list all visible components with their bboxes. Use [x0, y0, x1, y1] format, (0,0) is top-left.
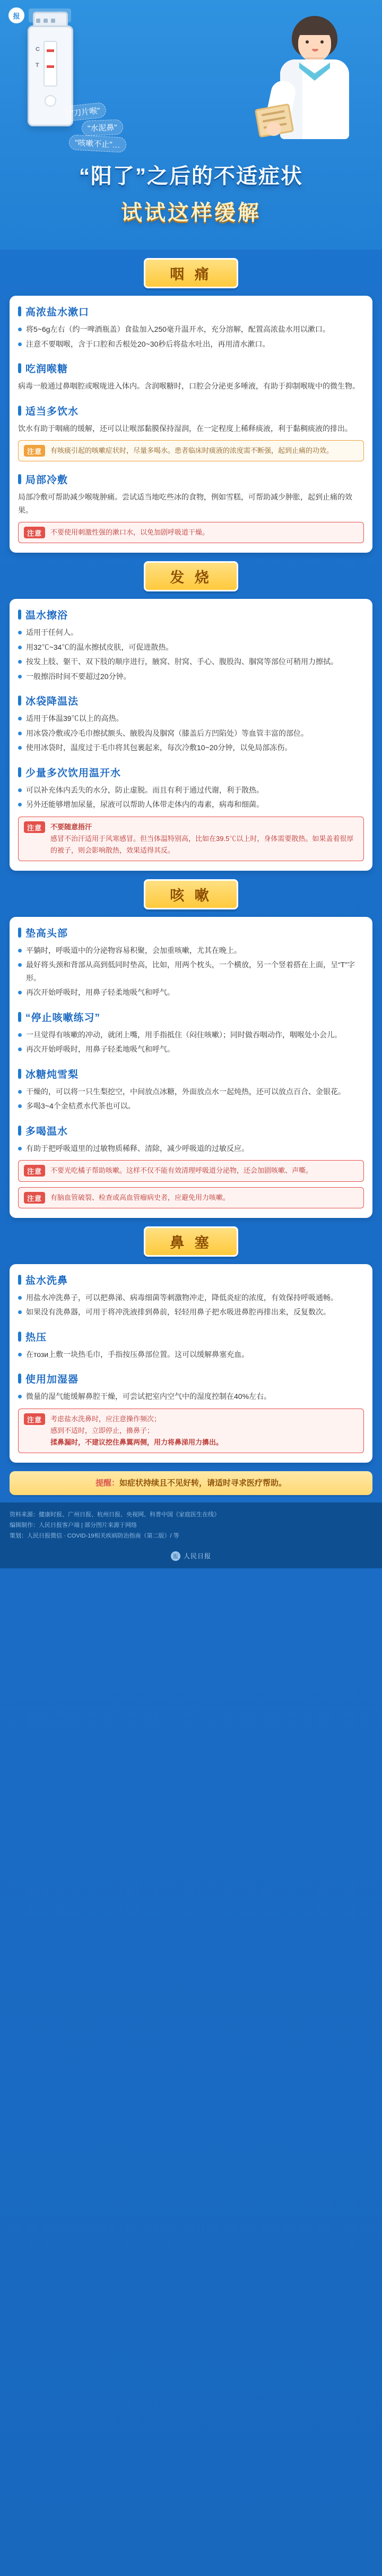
- bullet-text: 将5~6g左右（约一啤酒瓶盖）食盐加入250毫升温开水，充分溶解，配置高浓盐水用以漱口。: [26, 325, 330, 333]
- bullet-dot: [18, 1353, 22, 1356]
- heading-bar: [18, 767, 21, 777]
- item-paragraph: 饮水有助于咽痛的缓解，还可以让喉部黏膜保持湿润，在一定程度上稀释痰液，利于黏稠痰液的排出。: [18, 424, 352, 433]
- item-saline-rinse: [18, 1273, 364, 1319]
- item-cold-compress: [18, 472, 364, 543]
- bullet-text: 平躺时，呼吸道中的分泌物容易积聚，会加重咳嗽，尤其在晚上。: [26, 946, 241, 955]
- credits-block: [0, 1502, 382, 1545]
- item-paragraph: 病毒一般通过鼻咽腔或喉咙进入体内。含润喉糖时，口腔会分泌更多唾液，有助于抑制喉咙中的微生物。: [18, 382, 360, 390]
- bullet-dot: [18, 1296, 22, 1300]
- bullet-text: 按发上肢、躯干、双下肢的顺序进行，腋窝、肘窝、手心、腹股沟、腘窝等部位可稍用力擦拭。: [26, 657, 338, 666]
- bullet-dot: [18, 732, 22, 735]
- bullet-dot: [18, 1395, 22, 1398]
- bullet-text: 多喝3~4个金桔煮水代茶也可以。: [26, 1102, 135, 1111]
- note-callout-warning: [18, 1409, 364, 1453]
- item-drink-water: [18, 403, 364, 462]
- heading-bar: [18, 695, 21, 706]
- bullet-text: 另外还能够增加尿量，尿液可以帮助人体带走体内的毒素，病毒和细菌。: [26, 800, 264, 809]
- item-salt-gargle: [18, 304, 364, 350]
- card-fever: [10, 599, 372, 871]
- bullet-text: 再次开始呼吸时，用鼻子轻柔地吸气和呼气。: [26, 988, 175, 997]
- bullet-dot: [18, 991, 22, 994]
- bullet-dot: [18, 963, 22, 967]
- bullet-text: 干燥的，可以将一只生梨挖空，中间放点冰糖，外面放点水一起炖热，还可以放点百合、金银花。: [26, 1087, 345, 1096]
- bullet-text: 有助于把呼吸道里的过敏物质稀释、清除，减少呼吸道的过敏反应。: [26, 1144, 249, 1153]
- note-tag: 注意: [24, 1192, 45, 1204]
- section-title-cough: 咳 嗽: [144, 879, 238, 909]
- note-text: 不要使用刺激性强的漱口水，以免加剧呼吸道干燥。: [50, 528, 210, 537]
- item-rock-sugar-pear: [18, 1067, 364, 1113]
- bullet-text: 如果没有洗鼻器，可用于将冲洗液排到鼻前，轻轻用鼻子把水吸进鼻腔再排出来，反复数次。: [26, 1308, 331, 1317]
- note-text: 揉鼻漏时，不建议挖住鼻翼两侧，用力将鼻涕用力擤出。: [50, 1438, 223, 1446]
- item-warm-compress: [18, 1329, 364, 1361]
- bullet-text: 用32℃~34℃的温水擦拭皮肤，可促进散热。: [26, 642, 173, 651]
- credit-line-1: 资料来源：健康时报、广州日报、杭州日报、央视网、科普中国《家庭医生在线》: [10, 1512, 220, 1518]
- bullet-text: 微量的湿气能缓解鼻腔干燥，可尝试把室内空气中的湿度控制在40%左右。: [26, 1392, 272, 1401]
- heading-bar: [18, 1012, 21, 1022]
- people-daily-logo-icon: 报: [8, 7, 24, 23]
- test-kit-label-t: T: [36, 62, 39, 68]
- bullet-text: 最好将头颈和背部从高到低同时垫高，比如，用两个枕头，一个横放，另一个竖着搭在上面，呈“T”字形。: [26, 960, 355, 982]
- item-warm-sponge-bath: [18, 607, 364, 683]
- section-title-throat: 咽 痛: [144, 258, 238, 288]
- bullet-text: 一旦觉得有咳嗽的冲动，就闭上嘴，用手指抵住（闷住咳嗽）；同时做吞咽动作，咽喉处小会儿。: [26, 1030, 342, 1039]
- bullet-dot: [18, 631, 22, 634]
- bullet-text: 使用冰袋时，温度过于毛巾将其包裹起来，每次冷敷10~20分钟，以免局部冻伤。: [26, 743, 292, 752]
- note-tag: 注意: [24, 527, 45, 538]
- bullet-text: 用盐水冲洗鼻子，可以把鼻涕、病毒细菌等刺激物冲走，降低炎症的浓度，有效保持呼吸通畅。: [26, 1293, 338, 1302]
- bullet-text: 用冰袋冷敷或冷毛巾擦拭额头、腋股沟及腘窝（膝盖后方凹陷处）等血管丰富的部位。: [26, 728, 308, 737]
- note-callout-warning-2: [18, 1187, 364, 1208]
- tip-flag: 提醒：: [95, 1478, 119, 1488]
- card-nose: [10, 1264, 372, 1463]
- bullet-dot: [18, 803, 22, 806]
- item-drink-warm-water: [18, 1123, 364, 1208]
- bullet-dot: [18, 1033, 22, 1037]
- heading-bar: [18, 1275, 21, 1285]
- heading-bar: [18, 609, 21, 620]
- bullet-dot: [18, 646, 22, 649]
- test-kit-window: [44, 41, 57, 87]
- speech-bubble-3: "咳嗽不止"…: [68, 134, 126, 153]
- heading-bar: [18, 406, 21, 416]
- card-cough: [10, 917, 372, 1218]
- header-banner: [0, 0, 382, 250]
- item-ice-pack: [18, 693, 364, 754]
- bullet-dot: [18, 717, 22, 720]
- note-text: 不要光吃橘子帮助咳嗽。这样不仅不能有效清理呼吸道分泌物，还会加剧咳嗽、声嘶。: [50, 1166, 313, 1175]
- note-callout-warning: [18, 522, 364, 543]
- bullet-text: 再次开始呼吸时，用鼻子轻柔地吸气和呼气。: [26, 1045, 175, 1054]
- note-text: 有脑血管破裂、检查或高血管瘤病史者，应避免用力咳嗽。: [50, 1193, 230, 1201]
- credit-line-3: 策划：人民日报微信 · COVID-19相关疾病防治指南（第二版）/ 等: [10, 1533, 179, 1540]
- bullet-dot: [18, 949, 22, 952]
- item-heading: 少量多次饮用温开水: [25, 767, 121, 779]
- heading-bar: [18, 474, 21, 484]
- item-heading: 热压: [25, 1332, 47, 1343]
- section-title-nose: 鼻 塞: [144, 1226, 238, 1257]
- note-callout-warning: [18, 817, 364, 861]
- note-callout: [18, 440, 364, 461]
- bullet-text: 适用于体温39℃以上的高热。: [26, 714, 124, 723]
- item-heading: 冰袋降温法: [25, 696, 79, 708]
- note-text: 感到不适时，立即停止，擤鼻子；: [50, 1426, 154, 1435]
- footer-brand: [0, 1546, 382, 1568]
- item-stop-cough-exercise: [18, 1010, 364, 1056]
- note-tag: 注意: [24, 821, 45, 833]
- note-subtext: 感冒不治汗适用于风寒感冒。但当体温特别高，比如在39.5℃以上时，身体需要散热。如果盖着很厚的被子，则会影响散热，效果适得其反。: [50, 834, 354, 854]
- item-heading: 高浓盐水漱口: [25, 307, 90, 318]
- speech-bubbles: [63, 104, 185, 150]
- bullet-dot: [18, 328, 22, 331]
- bullet-text: 可以补充体内丢失的水分，防止虚脱。而且有利于通过代谢，利于散热。: [26, 785, 264, 794]
- note-tag: 注意: [24, 1165, 45, 1177]
- note-text: 考虑盐水洗鼻时，应注意操作频次；: [50, 1414, 161, 1423]
- heading-bar: [18, 1373, 21, 1384]
- item-heading: 使用加湿器: [25, 1374, 79, 1386]
- heading-bar: [18, 306, 21, 316]
- heading-bar: [18, 1126, 21, 1136]
- note-tag: 注意: [24, 1413, 45, 1425]
- item-sip-warm-water: [18, 765, 364, 861]
- people-daily-logo-icon: 报: [171, 1551, 180, 1561]
- tip-text: 如症状持续且不见好转，请适时寻求医疗帮助。: [119, 1478, 287, 1488]
- bullet-text: 注意不要咽喉，含于口腔和舌根处20~30秒后将盐水吐出，再用清水漱口。: [26, 339, 270, 348]
- bullet-dot: [18, 788, 22, 792]
- heading-bar: [18, 1332, 21, 1342]
- item-heading: 温水擦浴: [25, 610, 68, 622]
- card-throat: [10, 296, 372, 553]
- title-block: [0, 159, 382, 226]
- footer-tip: [10, 1471, 372, 1496]
- bullet-dot: [18, 746, 22, 750]
- section-nose: [0, 1226, 382, 1463]
- page-subtitle: 试试这样缓解: [121, 201, 261, 225]
- item-throat-lozenge: [18, 361, 364, 393]
- bullet-text: 在този上敷一块热毛巾，手指按压鼻部位置。这可以缓解鼻塞充血。: [26, 1350, 249, 1359]
- note-tag: 注意: [24, 445, 45, 457]
- note-callout-warning: [18, 1160, 364, 1181]
- section-fever: [0, 561, 382, 871]
- item-heading: “停止咳嗽练习”: [25, 1012, 101, 1024]
- test-kit-label-c: C: [36, 46, 40, 53]
- bullet-text: 适用于任何人。: [26, 628, 78, 637]
- bullet-dot: [18, 675, 22, 679]
- page-title: “阳了”之后的不适症状: [79, 165, 303, 188]
- item-heading: 盐水洗鼻: [25, 1275, 68, 1286]
- bullet-text: 一般擦浴时间不要超过20分钟。: [26, 672, 131, 681]
- item-heading: 冰糖炖雪梨: [25, 1069, 79, 1080]
- doctor-illustration: [250, 13, 372, 145]
- section-cough: [0, 879, 382, 1218]
- bullet-dot: [18, 1047, 22, 1051]
- item-heading: 垫高头部: [25, 928, 68, 939]
- item-heading: 适当多饮水: [25, 406, 79, 417]
- item-humidifier: [18, 1371, 364, 1453]
- section-throat: [0, 258, 382, 553]
- speech-bubble-1: "刀片喉": [64, 102, 107, 122]
- note-text: 有咳痰引起的咳嗽症状时，尽量多喝水。患者临床时痰液的浓度需不断强，起到止痛的功效。: [50, 446, 334, 454]
- speech-bubble-2: "水泥鼻": [82, 119, 124, 136]
- bullet-dot: [18, 1104, 22, 1108]
- bullet-dot: [18, 342, 22, 346]
- bullet-dot: [18, 1090, 22, 1094]
- heading-bar: [18, 1069, 21, 1079]
- section-title-fever: 发 烧: [144, 561, 238, 591]
- item-elevate-head: [18, 925, 364, 999]
- credit-line-2: 编辑制作：人民日报客户端 | 部分图片来源于网络: [10, 1522, 137, 1529]
- note-text: 不要随意捂汗: [50, 822, 92, 831]
- bullet-dot: [18, 660, 22, 664]
- test-kit-sample-well: [45, 95, 56, 107]
- footer-brand-name: 人民日报: [183, 1552, 211, 1560]
- heading-bar: [18, 928, 21, 938]
- item-heading: 局部冷敷: [25, 475, 68, 486]
- heading-bar: [18, 363, 21, 373]
- item-heading: 多喝温水: [25, 1126, 68, 1137]
- item-paragraph: 局部冷敷可帮助减少喉咙肿痛。尝试适当地吃些冰的食物，例如雪糕，可帮助减少肿胀，起到止痛的效果。: [18, 493, 352, 514]
- bullet-dot: [18, 1310, 22, 1314]
- bullet-dot: [18, 1147, 22, 1150]
- item-heading: 吃润喉糖: [25, 364, 68, 375]
